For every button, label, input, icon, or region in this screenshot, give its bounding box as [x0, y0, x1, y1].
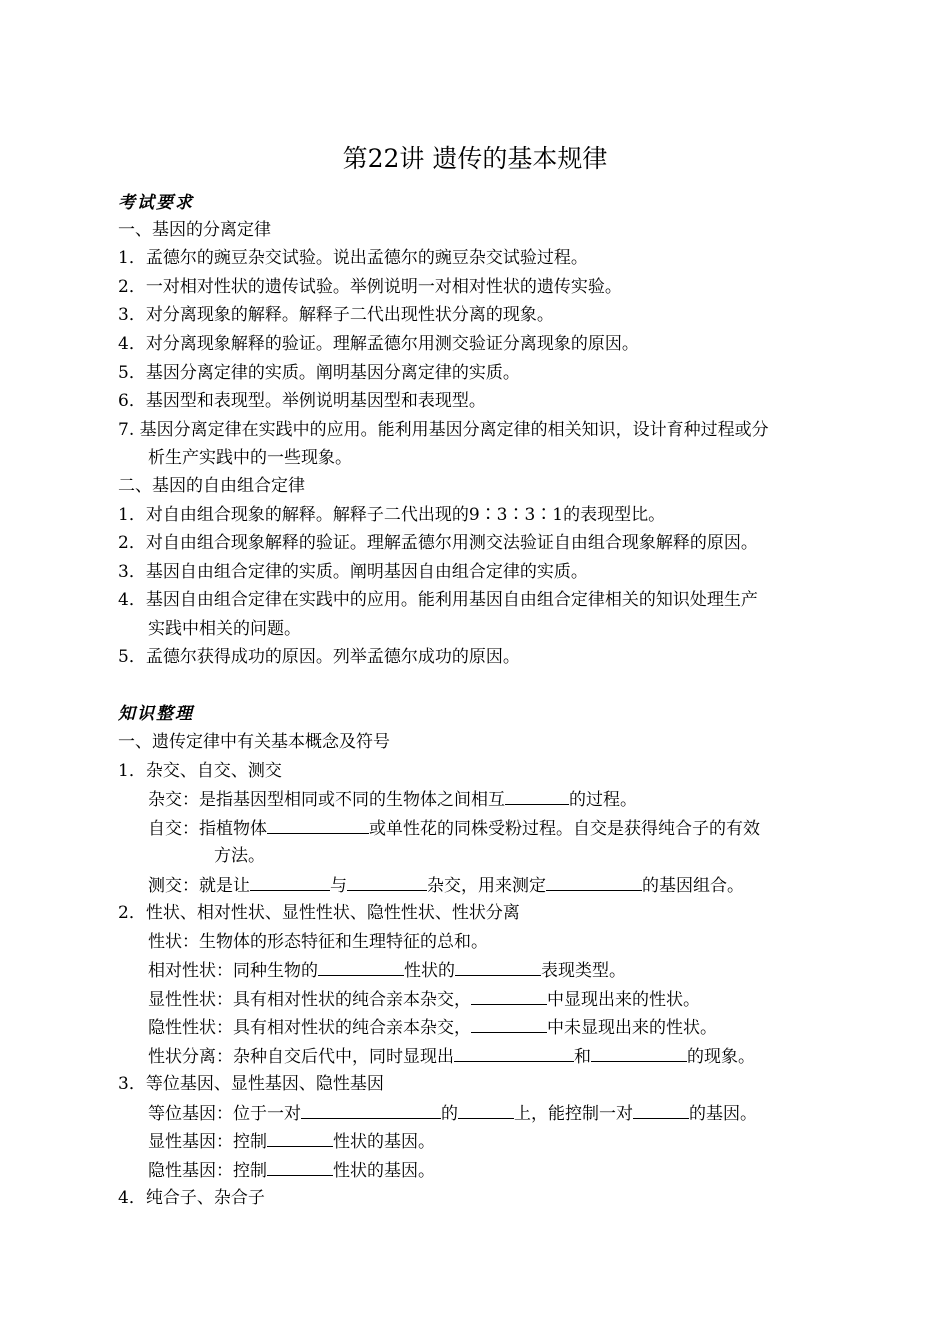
exam-heading: 考试要求 — [118, 193, 194, 213]
list-item: 5．孟德尔获得成功的原因。列举孟德尔成功的原因。 — [118, 647, 520, 667]
fill-blank[interactable] — [347, 873, 427, 891]
page-title: 第22讲 遗传的基本规律 — [342, 144, 608, 173]
fill-blank[interactable] — [633, 1101, 689, 1119]
subsection-title: 2．性状、相对性状、显性性状、隐性性状、性状分离 — [118, 903, 520, 923]
definition-xiangdui: 相对性状：同种生物的 性状的 表现类型。 — [148, 958, 626, 983]
list-item: 4．基因自由组合定律在实践中的应用。能利用基因自由组合定律相关的知识处理生产 — [118, 590, 758, 610]
list-item: 6．基因型和表现型。举例说明基因型和表现型。 — [118, 391, 486, 411]
definition-zijiao: 自交：指植物体 或单性花的同株受粉过程。自交是获得纯合子的有效 — [148, 816, 760, 841]
part2-title: 二、基因的自由组合定律 — [118, 476, 305, 496]
definition-xianxing-jiyin: 显性基因：控制 性状的基因。 — [148, 1129, 435, 1154]
fill-blank[interactable] — [250, 873, 330, 891]
definition-continuation: 方法。 — [214, 846, 265, 866]
list-item: 2．一对相对性状的遗传试验。举例说明一对相对性状的遗传实验。 — [118, 277, 622, 297]
subsection-title: 1．杂交、自交、测交 — [118, 761, 282, 781]
definition-yinxing: 隐性性状：具有相对性状的纯合亲本杂交， 中未显现出来的性状。 — [148, 1015, 717, 1040]
fill-blank[interactable] — [455, 958, 541, 976]
knowledge-heading: 知识整理 — [118, 704, 194, 724]
definition-dengwei: 等位基因：位于一对 的 上，能控制一对 的基因。 — [148, 1101, 757, 1126]
list-item: 3．基因自由组合定律的实质。阐明基因自由组合定律的实质。 — [118, 562, 588, 582]
fill-blank[interactable] — [471, 1015, 547, 1033]
definition-xianxing: 显性性状：具有相对性状的纯合亲本杂交， 中显现出来的性状。 — [148, 987, 700, 1012]
definition-fenli: 性状分离：杂种自交后代中，同时显现出 和 的现象。 — [148, 1044, 755, 1069]
fill-blank[interactable] — [318, 958, 404, 976]
subsection-title: 4．纯合子、杂合子 — [118, 1188, 265, 1208]
definition-xingzhuang: 性状：生物体的形态特征和生理特征的总和。 — [148, 932, 488, 952]
definition-cejiao: 测交：就是让 与 杂交，用来测定 的基因组合。 — [148, 873, 744, 898]
part1-title: 一、基因的分离定律 — [118, 220, 271, 240]
list-item: 4．对分离现象解释的验证。理解孟德尔用测交验证分离现象的原因。 — [118, 334, 639, 354]
list-item: 5．基因分离定律的实质。阐明基因分离定律的实质。 — [118, 363, 520, 383]
list-item: 2．对自由组合现象解释的验证。理解孟德尔用测交法验证自由组合现象解释的原因。 — [118, 533, 758, 553]
list-item: 3．对分离现象的解释。解释子二代出现性状分离的现象。 — [118, 305, 554, 325]
fill-blank[interactable] — [267, 1129, 333, 1147]
fill-blank[interactable] — [505, 787, 569, 805]
list-item-continuation: 析生产实践中的一些现象。 — [148, 448, 352, 468]
fill-blank[interactable] — [301, 1101, 441, 1119]
fill-blank[interactable] — [267, 1158, 333, 1176]
fill-blank[interactable] — [546, 873, 642, 891]
list-item-continuation: 实践中相关的问题。 — [148, 619, 301, 639]
list-item: 1．对自由组合现象的解释。解释子二代出现的9∶3∶3∶1的表现型比。 — [118, 505, 666, 525]
fill-blank[interactable] — [458, 1101, 514, 1119]
fill-blank[interactable] — [267, 816, 369, 834]
subsection-title: 3．等位基因、显性基因、隐性基因 — [118, 1074, 384, 1094]
definition-zajiao: 杂交：是指基因型相同或不同的生物体之间相互 的过程。 — [148, 787, 637, 812]
fill-blank[interactable] — [471, 987, 547, 1005]
section-title: 一、遗传定律中有关基本概念及符号 — [118, 732, 390, 752]
list-item: 1．孟德尔的豌豆杂交试验。说出孟德尔的豌豆杂交试验过程。 — [118, 248, 588, 268]
fill-blank[interactable] — [454, 1044, 574, 1062]
list-item: 7. 基因分离定律在实践中的应用。能利用基因分离定律的相关知识，设计育种过程或分 — [118, 420, 769, 440]
definition-yinxing-jiyin: 隐性基因：控制 性状的基因。 — [148, 1158, 435, 1183]
fill-blank[interactable] — [591, 1044, 687, 1062]
